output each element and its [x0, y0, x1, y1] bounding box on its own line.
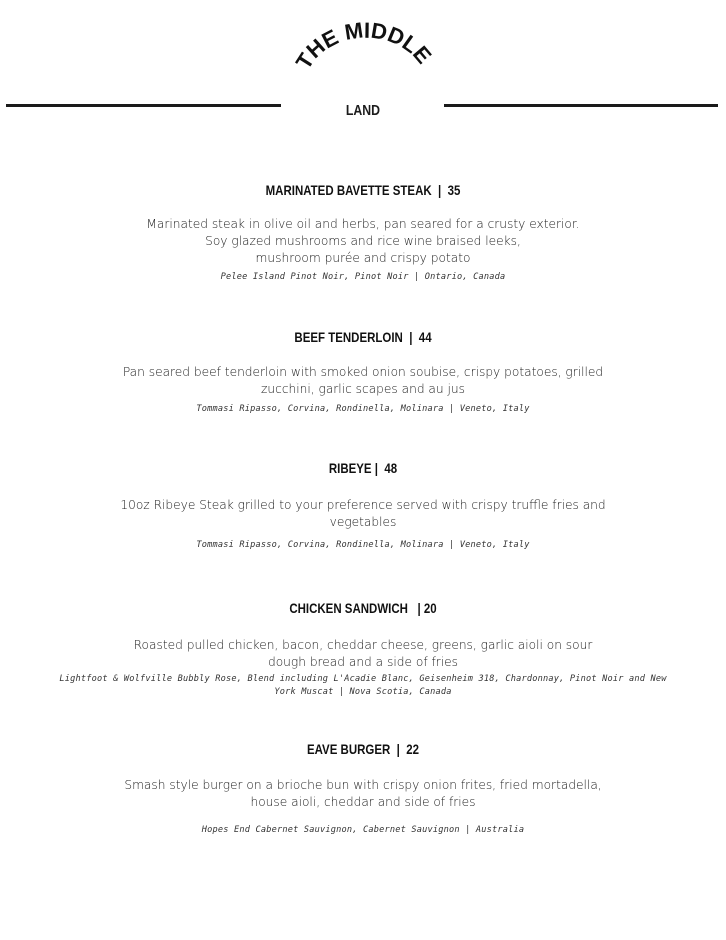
menu-item-wine-pairing: Tommasi Ripasso, Corvina, Rondinella, Molinara | Veneto, Italy [196, 540, 530, 550]
menu-item-wine-pairing: Hopes End Cabernet Sauvignon, Cabernet Sauvignon | Australia [201, 825, 525, 835]
menu-item-description: 10oz Ribeye Steak grilled to your preference served with crispy truffle fries and vegetables [120, 498, 606, 529]
menu-item [0, 600, 726, 699]
menu-item-description: Smash style burger on a brioche bun with crispy onion frites, fried mortadella, house aioli, cheddar and side of fries [124, 778, 602, 809]
menu-item-wine-pairing: Tommasi Ripasso, Corvina, Rondinella, Molinara | Veneto, Italy [196, 404, 530, 414]
menu-item-title: RIBEYE | 48 [328, 460, 398, 476]
menu-item-title: BEEF TENDERLOIN | 44 [294, 329, 432, 345]
menu-item-description: Roasted pulled chicken, bacon, cheddar cheese, greens, garlic aioli on sour dough bread and a side of fries [133, 638, 593, 669]
menu-item-description: Pan seared beef tenderloin with smoked onion soubise, crispy potatoes, grilled zucchini, garlic scapes and au jus [122, 365, 604, 396]
menu-item-title: MARINATED BAVETTE STEAK | 35 [265, 182, 461, 198]
logo-arc-label: THE MIDDLE [290, 22, 437, 74]
menu-item [0, 460, 726, 552]
menu-item [0, 182, 726, 284]
logo-arc-text [283, 22, 443, 102]
menu-item [0, 329, 726, 416]
menu-item-title: CHICKEN SANDWICH | 20 [289, 600, 437, 616]
svg-text:THE MIDDLE [291, 22, 437, 74]
menu-item-description: Marinated steak in olive oil and herbs, pan seared for a crusty exterior. Soy glazed mushrooms and rice wine braised leeks, mushroom purée and crispy potato [146, 217, 580, 265]
logo-sub-text: LAND [345, 102, 381, 119]
menu-item-wine-pairing: Pelee Island Pinot Noir, Pinot Noir | Ontario, Canada [220, 272, 506, 282]
menu-item [0, 741, 726, 837]
menu-item-wine-pairing: Lightfoot & Wolfville Bubbly Rose, Blend including L'Acadie Blanc, Geisenheim 318, Chardonnay, Pinot Noir and New York Muscat | Nova Scotia, Canada [59, 674, 667, 697]
menu-item-title: EAVE BURGER | 22 [306, 741, 420, 757]
